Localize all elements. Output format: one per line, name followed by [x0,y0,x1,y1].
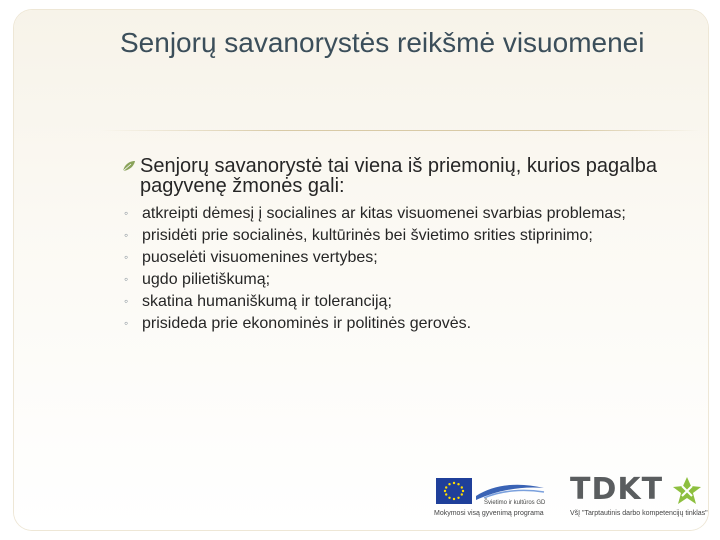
footer-logos [432,470,708,530]
eu-program-caption: Mokymosi visą gyvenimą programa [434,510,544,517]
ring-bullet-icon: ◦ [124,228,129,242]
leaf-bullet-icon [122,160,136,172]
sub-bullet-item [120,206,680,221]
sub-bullet-list [120,206,680,331]
sub-bullet-item [120,250,680,265]
sub-bullet-text: prisideda prie ekonominės ir politinės gerovės. [142,315,472,332]
tdkt-star-icon [672,476,702,506]
sub-bullet-item [120,294,680,309]
tdkt-caption: VšĮ "Tarptautinis darbo kompetencijų tinklas" [570,510,708,517]
eu-flag-icon [436,478,472,504]
sub-bullet-item [120,272,680,287]
title-divider [100,130,700,131]
slide-title: Senjorų savanorystės reikšmė visuomenei [120,27,645,58]
main-bullet-text: Senjorų savanorystė tai viena iš priemonių, kurios pagalba pagyvenę žmonės gali: [140,155,657,197]
slide-content [120,156,680,338]
ring-bullet-icon: ◦ [124,272,129,286]
sub-bullet-text: ugdo pilietiškumą; [142,271,271,288]
ring-bullet-icon: ◦ [124,294,129,308]
sub-bullet-item [120,316,680,331]
sub-bullet-item [120,228,680,243]
ring-bullet-icon: ◦ [124,250,129,264]
eu-caption: Švietimo ir kultūros GD [484,500,546,506]
ring-bullet-icon: ◦ [124,316,129,330]
ring-bullet-icon: ◦ [124,206,129,220]
tdkt-logo-text: TDKT [570,472,664,507]
main-bullet [120,156,680,196]
sub-bullet-text: skatina humaniškumą ir toleranciją; [142,293,392,310]
sub-bullet-text: atkreipti dėmesį į socialines ar kitas visuomenei svarbias problemas; [142,205,626,222]
sub-bullet-text: puoselėti visuomenines vertybes; [142,249,378,266]
sub-bullet-text: prisidėti prie socialinės, kultūrinės bei švietimo srities stiprinimo; [142,227,593,244]
